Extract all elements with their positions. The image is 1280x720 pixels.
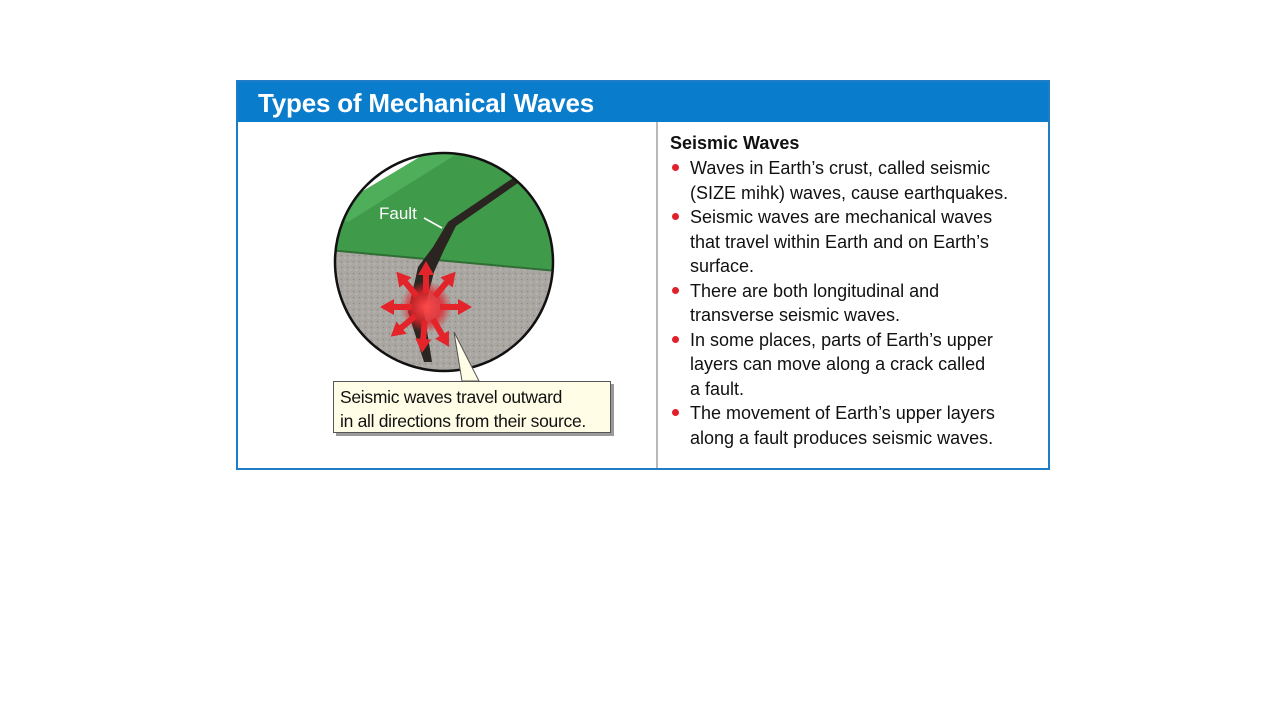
list-item-line: There are both longitudinal and	[690, 280, 940, 301]
bullet-dot-icon	[672, 213, 679, 220]
fault-label: Fault	[379, 204, 417, 223]
list-item-line: transverse seismic waves.	[690, 305, 901, 325]
section-heading: Seismic Waves	[670, 133, 800, 153]
seismic-waves-text	[670, 132, 1040, 450]
list-item-line: Waves in Earth’s crust, called seismic	[690, 158, 991, 178]
column-divider	[656, 122, 658, 468]
bullet-dot-icon	[672, 164, 679, 171]
bullet-dot-icon	[672, 287, 679, 294]
callout-line-1: Seismic waves travel outward	[340, 387, 563, 407]
panel-title: Types of Mechanical Waves	[258, 88, 595, 118]
seismic-illustration	[238, 122, 656, 468]
list-item-line: (SIZE mihk) waves, cause earthquakes.	[690, 182, 1009, 203]
bullet-list	[670, 156, 1040, 450]
list-item	[670, 156, 1040, 205]
bullet-dot-icon	[672, 336, 679, 343]
list-item	[670, 401, 1040, 450]
list-item-line: a fault.	[690, 378, 745, 399]
list-item-line: Seismic waves are mechanical waves	[690, 207, 993, 227]
list-item-line: In some places, parts of Earth’s upper	[690, 329, 993, 350]
callout-line-2: in all directions from their source.	[340, 411, 586, 431]
bullet-dot-icon	[672, 409, 679, 416]
list-item-line: The movement of Earth’s upper layers	[690, 403, 995, 423]
list-item-line: along a fault produces seismic waves.	[690, 427, 994, 448]
list-item	[670, 205, 1040, 279]
circle-cutaway	[328, 142, 568, 382]
list-item-line: surface.	[690, 256, 755, 276]
list-item	[670, 328, 1040, 402]
list-item-line: that travel within Earth and on Earth’s	[690, 231, 989, 252]
callout-box	[333, 381, 611, 433]
list-item-line: layers can move along a crack called	[690, 354, 986, 374]
mechanical-waves-panel	[236, 80, 1050, 470]
list-item	[670, 279, 1040, 328]
panel-header	[238, 82, 1048, 122]
